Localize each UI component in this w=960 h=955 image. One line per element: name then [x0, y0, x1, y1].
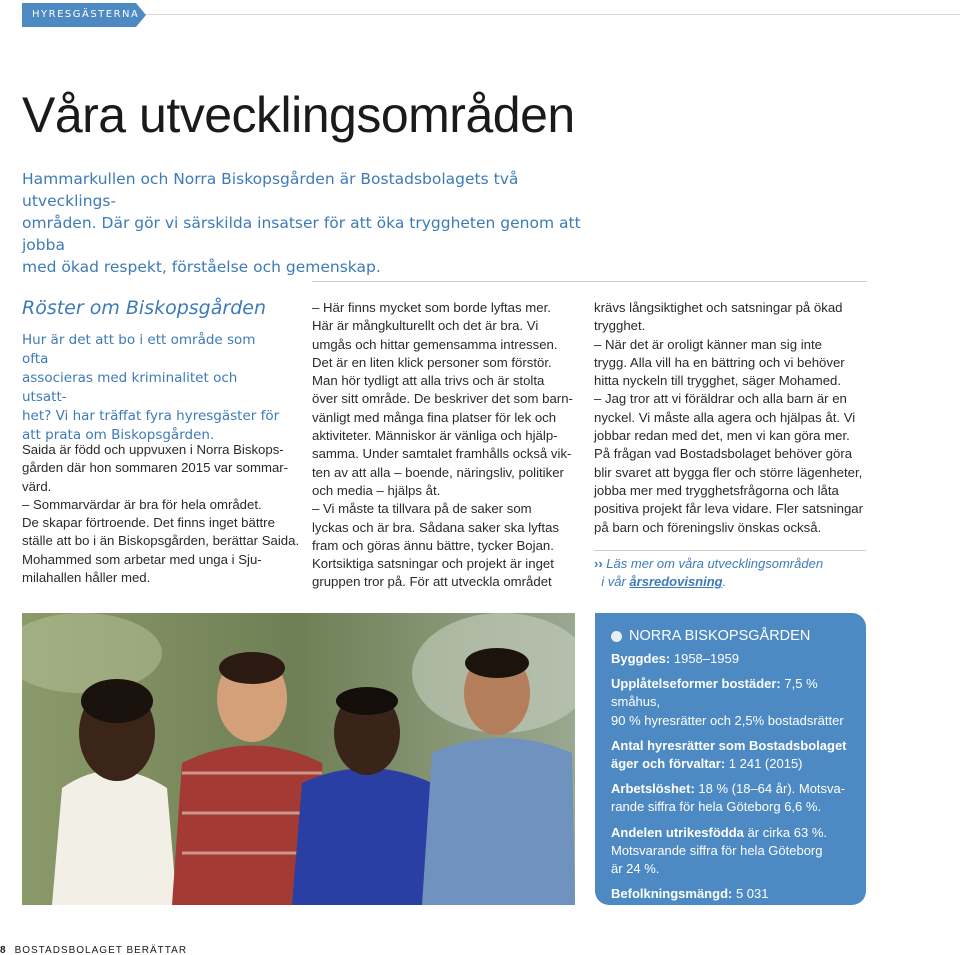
body-line: hitta nyckeln till trygghet, säger Mohamed. [594, 373, 842, 389]
chevron-right-icon: ›› [594, 556, 603, 571]
body-line: gården där hon sommaren 2015 var sommar- [22, 460, 289, 476]
fact-tenure [611, 675, 852, 730]
ingress-line: associeras med kriminalitet och utsatt- [22, 370, 238, 405]
body-line: krävs långsiktighet och satsningar på ökad [594, 300, 843, 315]
body-line: De skapar förtroende. Det finns inget bättre [22, 515, 275, 531]
body-line: – Här finns mycket som borde lyftas mer. [312, 300, 551, 315]
fact-unemployment [611, 780, 852, 816]
page-number: 8 [0, 945, 7, 955]
body-line: trygg. Alla vill ha en bättring och vi behöver [594, 354, 845, 370]
fact-value: rande siffra för hela Göteborg 6,6 %. [611, 799, 822, 815]
page-title: Våra utvecklingsområden [22, 87, 575, 143]
publication-name: BOSTADSBOLAGET BERÄTTAR [14, 945, 188, 955]
body-line: Här är mångkulturellt och det är bra. Vi [312, 318, 539, 334]
fact-foreign-born [611, 824, 852, 879]
article-ingress [22, 331, 284, 445]
fact-box-note: Siffrorna är från 2014 om inget annat anges. [611, 907, 798, 919]
fact-label: Arbetslöshet: [611, 781, 695, 797]
body-line: över sitt område. De beskriver det som barn- [312, 391, 573, 407]
lead-line: områden. Där gör vi särskilda insatser för att öka tryggheten genom att jobba [22, 214, 581, 254]
annual-report-link[interactable]: årsredovisning [629, 574, 723, 589]
read-more-text: Läs mer om våra utvecklingsområden [606, 556, 824, 571]
fact-label: Andelen utrikesfödda [611, 824, 744, 840]
group-photo [22, 613, 575, 905]
lead-line: med ökad respekt, förståelse och gemenskap. [22, 258, 381, 276]
bullet-dot-icon [611, 631, 622, 642]
ingress-line: Hur är det att bo i ett område som ofta [22, 332, 256, 367]
body-line: Saida är född och uppvuxen i Norra Biskops- [22, 442, 284, 457]
read-more-box [594, 550, 866, 591]
column-rule [312, 281, 867, 282]
fact-label: äger och förvaltar: [611, 756, 726, 772]
body-line: Det är en liten klick personer som förstör. [312, 354, 552, 370]
section-tag [22, 3, 146, 27]
fact-box [595, 613, 866, 919]
ingress-line: het? Vi har träffat fyra hyresgäster för [22, 408, 280, 424]
body-line: vänligt med många fina platser för lek och [312, 409, 557, 425]
section-tag-label: HYRESGÄSTERNA [32, 9, 140, 20]
fact-value: 7,5 % småhus, [611, 676, 818, 710]
body-line: positiva projekt får leva vidare. Fler satsningar [594, 501, 863, 517]
read-more-prefix: i vår [601, 574, 626, 589]
fact-value: 90 % hyresrätter och 2,5% bostadsrätter [611, 712, 844, 728]
body-line: värd. [22, 478, 52, 494]
fact-value: Motsvarande siffra för hela Göteborg [611, 842, 823, 858]
fact-value: 5 031 [735, 886, 769, 902]
fact-built [611, 650, 852, 668]
body-line: och media – hjälps åt. [312, 482, 441, 498]
body-column-1 [22, 441, 300, 587]
page-footer [0, 945, 187, 955]
body-line: – Vi måste ta tillvara på de saker som [312, 501, 532, 517]
body-line: På frågan vad Bostadsbolaget behöver göra [594, 446, 853, 462]
body-line: jobba mer med trygghetsfrågorna och låta [594, 482, 839, 498]
body-line: aktiviteter. Människor är vänliga och hjälp- [312, 428, 558, 444]
body-line: milahallen håller med. [22, 570, 151, 586]
read-more-suffix: . [722, 574, 727, 589]
body-line: lyckas och är bra. Sådana saker ska lyftas [312, 519, 560, 535]
body-line: Kortsiktiga satsningar och projekt är inget [312, 556, 554, 572]
body-line: samma. Under samtalet framhålls också vik- [312, 446, 572, 462]
fact-value: är 24 %. [611, 861, 660, 877]
fact-box-header [611, 628, 852, 644]
body-line: blir svaret att bygga fler och större lägenheter, [594, 464, 863, 480]
body-line: fram och göras ännu bättre, tycker Bojan. [312, 537, 554, 553]
fact-rentals [611, 737, 852, 773]
body-line: ten av att alla – boende, näringsliv, politiker [312, 464, 564, 480]
fact-label: Antal hyresrätter som Bostadsbolaget [611, 737, 847, 753]
fact-value: 1958–1959 [673, 651, 739, 666]
body-line: – När det är oroligt känner man sig inte [594, 336, 822, 352]
body-line: nyckel. Vi måste alla agera och hjälpas åt. Vi [594, 409, 856, 425]
body-line: – Sommarvärdar är bra för hela området. [22, 496, 262, 512]
body-line: Mohammed som arbetar med unga i Sju- [22, 551, 262, 567]
body-line: ställe att bo i än Biskopsgården, berättar Saida. [22, 533, 300, 549]
body-line: Man hör tydligt att alla trivs och är stolta [312, 373, 545, 389]
lead-paragraph [22, 168, 582, 278]
group-photo-illustration [22, 613, 575, 905]
body-line: på barn och föreningsliv önskas också. [594, 519, 822, 535]
body-column-2 [312, 299, 574, 592]
fact-value: är cirka 63 %. [747, 824, 828, 840]
fact-population [611, 885, 852, 903]
fact-value: 18 % (18–64 år). Motsva- [698, 781, 846, 797]
fact-box-title: NORRA BISKOPSGÅRDEN [629, 628, 811, 644]
body-column-3 [594, 299, 866, 537]
fact-value: 1 241 (2015) [728, 756, 803, 772]
fact-label: Byggdes: [611, 651, 671, 666]
body-line: trygghet. [594, 318, 646, 334]
body-line: gruppen tror på. För att utveckla området [312, 574, 552, 590]
body-line: jobbar redan med det, men vi kan göra mer. [594, 428, 850, 444]
body-line: umgås och hittar gemensamma intressen. [312, 336, 558, 352]
article-subtitle: Röster om Biskopsgården [22, 297, 266, 319]
header-rule [146, 14, 960, 15]
lead-line: Hammarkullen och Norra Biskopsgården är Bostadsbolagets två utvecklings- [22, 170, 519, 210]
body-line: – Jag tror att vi föräldrar och alla barn är en [594, 391, 847, 407]
ingress-line: att prata om Biskopsgården. [22, 427, 215, 443]
fact-label: Befolkningsmängd: [611, 886, 733, 902]
fact-label: Upplåtelseformer bostäder: [611, 676, 781, 692]
